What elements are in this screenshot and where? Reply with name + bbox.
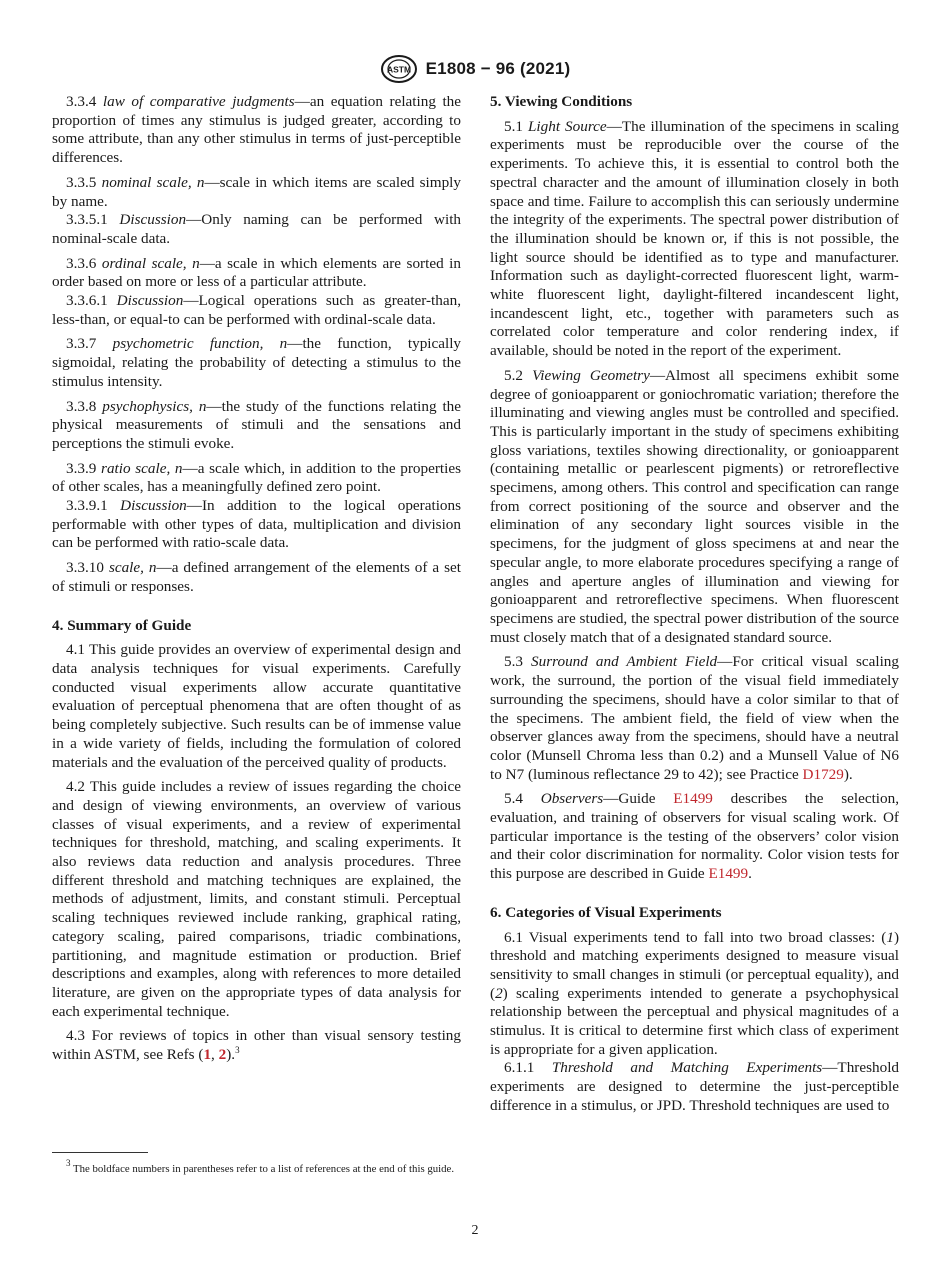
paragraph-4-2: 4.2 This guide includes a review of issues regarding the choice and design of viewing environments, an overview of various classes of visual experiments, and a review of experimental techniques for threshold, matching, and scaling experiments. It also reviews data reduction and analysis procedures. Three different threshold and matching techniques are explained, the methods of adjustment, limits, and constant stimuli. Perceptual scaling techniques reviewed include ranking, graphical rating, category scaling, paired comparisons, triadic combinations, partitioning, and magnitude estimation or production. Brief descriptions and examples, along with references to more detailed literature, are given on the appropriate types of data analysis for each experimental technique. xyxy=(52,778,461,1020)
reference-link-1[interactable]: 1 xyxy=(203,1046,212,1064)
right-column xyxy=(490,93,899,1122)
paragraph-6-1: 6.1 Visual experiments tend to fall into two broad classes: (1) threshold and matching experiments designed to measure visual sensitivity to small changes in stimuli (or perceptual equality), and (2) scaling experiments intended to generate a psychophysical relationship between the perceptual and physical magnitudes of a stimulus. It is critical to determine first which class of experiment is appropriate for a given application. xyxy=(490,928,899,1058)
paragraph-6-1-1: 6.1.1 Threshold and Matching Experiments—Threshold experiments are designed to determine the just-perceptible difference in a stimulus, or JPD. Threshold techniques are used to xyxy=(490,1059,900,1114)
section-4-heading: 4. Summary of Guide xyxy=(52,616,192,634)
section-6-heading: 6. Categories of Visual Experiments xyxy=(490,903,722,921)
page-number: 2 xyxy=(471,1223,479,1238)
link-e1499-second[interactable]: E1499 xyxy=(708,865,749,883)
link-d1729[interactable]: D1729 xyxy=(802,765,844,783)
definition-3-3-4: 3.3.4 law of comparative judgments—an equation relating the proportion of times any stimulus is judged greater, according to some attribute, than any other stimulus in terms of just-perceptible differences. xyxy=(52,93,462,167)
section-5-heading: 5. Viewing Conditions xyxy=(490,93,633,110)
paragraph-5-3: 5.3 Surround and Ambient Field—For critical visual scaling work, the surround, the portion of the visual field immediately surrounding the specimens, should have a color similar to that of the specimens. The ambient field, the field of view when the observer glances away from the specimens, should have a neutral color (Munsell Chroma less than 0.2) and a Munsell Value of N6 to N7 (luminous reflectance 29 to 42); see Practice D1729). xyxy=(490,653,899,783)
paragraph-4-3: 4.3 For reviews of topics in other than visual sensory testing within ASTM, see Refs (1, 2).$^3$ xyxy=(52,1027,461,1064)
footnote: $^3$ The boldface numbers in parentheses refer to a list of references at the end of this guide. xyxy=(66,1158,455,1175)
page-header xyxy=(0,54,950,84)
reference-link-2[interactable]: 2 xyxy=(218,1046,227,1064)
paragraph-5-4: 5.4 Observers—Guide E1499 describes the selection, evaluation, and training of observers for visual scaling work. Of particular importance is the testing of the observers’ color vision and their color discrimination for normality. Color vision tests for this purpose are described in Guide E1499. xyxy=(490,790,900,883)
paragraph-5-1: 5.1 Light Source—The illumination of the specimens in scaling experiments must be reproducible over the course of the experiments. To achieve this, it is essential to control both the spectral character and the amount of illumination closely in both space and time. Failure to accomplish this can seriously undermine the integrity of the experiments. The spectral power distribution of the illumination should be known or, if this is not possible, the light source should be identified as to type and manufacturer. Information such as daylight-corrected fluorescent light, warm-white fluorescent light, daylight-filtered incandescent light, incandescent light, etc., together with parameters such as correlated color temperature and color rendering index, if available, should be noted in the report of the experiment. xyxy=(490,117,899,360)
footnote-marker[interactable]: 3 xyxy=(235,1045,240,1056)
paragraph-4-1: 4.1 This guide provides an overview of experimental design and data analysis techniques for visual experiments. Carefully conducted visual experiments allow accurate quantitative evaluation of perceptual phenomena that are often thought of as being completely subjective. Such results can be of immense value in a wide variety of fields, including the formulation of colored materials and the evaluation of the perceived quality of products. xyxy=(52,641,461,771)
discussion-3-3-6-1: 3.3.6.1 Discussion—Logical operations such as greater-than, less-than, or equal-to can be performed with ordinal-scale data. xyxy=(52,292,461,328)
discussion-3-3-5-1: 3.3.5.1 Discussion—Only naming can be performed with nominal-scale data. xyxy=(52,211,462,247)
footnote-divider xyxy=(52,1152,148,1153)
definition-3-3-8: 3.3.8 psychophysics, n—the study of the functions relating the physical measurements of stimuli and the sensations and perceptions the stimuli evoke. xyxy=(52,397,462,452)
definition-3-3-9: 3.3.9 ratio scale, n—a scale which, in addition to the properties of other scales, has a meaningfully defined zero point. xyxy=(52,459,461,496)
definition-3-3-5: 3.3.5 nominal scale, n—scale in which items are scaled simply by name. xyxy=(52,173,461,210)
left-column xyxy=(52,93,461,1071)
astm-logo-icon xyxy=(380,54,418,84)
document-id: E1808 − 96 (2021) xyxy=(425,58,571,78)
paragraph-5-2: 5.2 Viewing Geometry—Almost all specimens exhibit some degree of gonioapparent or goniochromatic variation; therefore the illuminating and viewing angles must be controlled and specified. This is particularly important in the study of specimens exhibiting gloss variations, textiles showing directionality, or gonioapparent (containing metallic or pearlescent pigments) or retroreflective specimens, among others. This control and specification can range from correct positioning of the source and observer and the elimination of any secondary light sources visible in the specimens, for the judgment of gloss specimens at and near the specular angle, to more elaborate procedures specifying a range of angles and aperture angles of illumination and viewing for gonioapparent and retroreflective specimens. When fluorescent specimens are studied, the spectral power distribution of the source must closely match that of a designated standard source. xyxy=(490,366,900,646)
definition-3-3-6: 3.3.6 ordinal scale, n—a scale in which elements are sorted in order based on more or less of a particular attribute. xyxy=(52,254,461,291)
astm-logo-text: ASTM xyxy=(386,64,411,75)
definition-3-3-7: 3.3.7 psychometric function, n—the function, typically sigmoidal, relating the probability of detecting a stimulus to the stimulus intensity. xyxy=(52,335,462,390)
link-e1499[interactable]: E1499 xyxy=(673,790,713,808)
discussion-3-3-9-1: 3.3.9.1 Discussion—In addition to the logical operations performable with other types of data, multiplication and division can be performed with ratio-scale data. xyxy=(52,497,462,552)
definition-3-3-10: 3.3.10 scale, n—a defined arrangement of the elements of a set of stimuli or responses. xyxy=(52,559,461,595)
